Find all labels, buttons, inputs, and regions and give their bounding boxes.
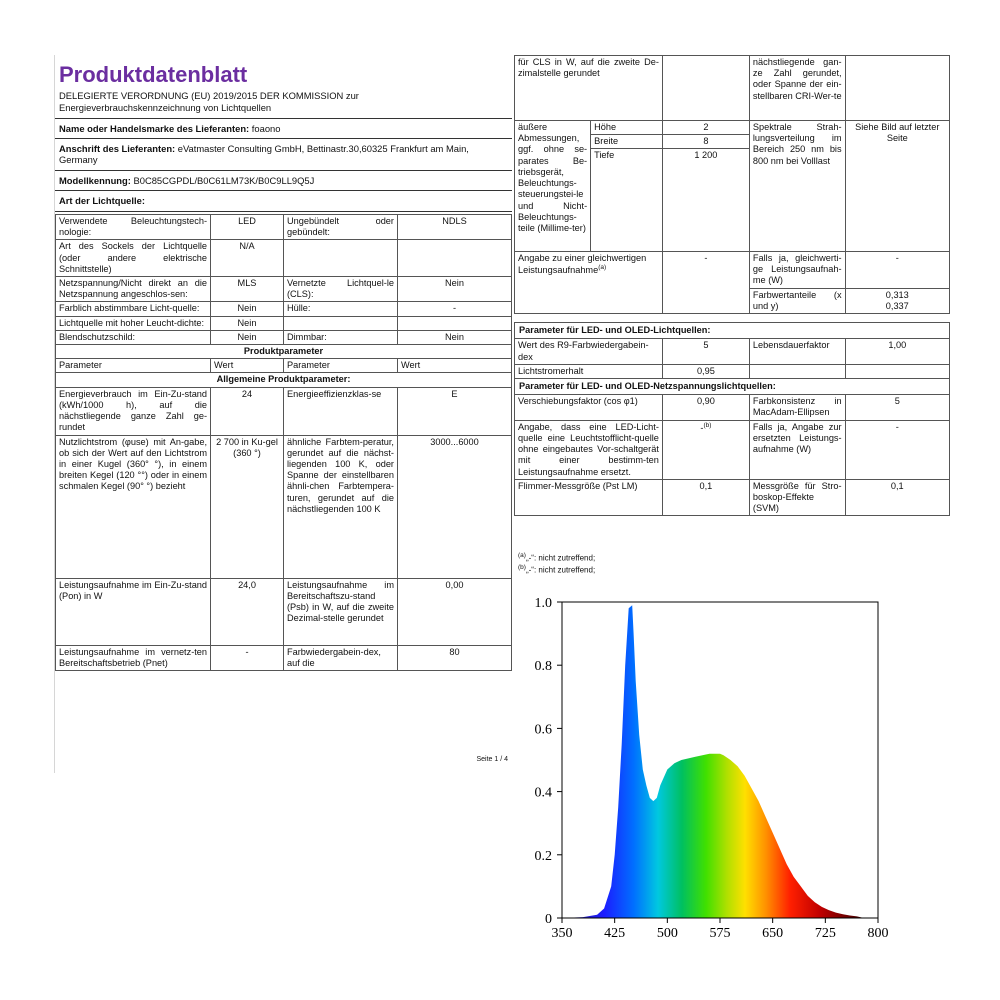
param-value	[845, 56, 949, 121]
table-row	[515, 364, 950, 378]
column-header: Wert	[397, 359, 511, 373]
param-value	[397, 316, 511, 330]
param-label: Nutzlichtstrom (φuse) mit An-gabe, ob sich der Wert auf den Lichtstrom in einer Kugel (360° °), in einem breiten Kegel (120 °°) oder in einem schmalen Kegel (90° °) bezieht	[56, 435, 211, 578]
param-value: 3000...6000	[397, 435, 511, 578]
param-value: -	[662, 252, 749, 314]
chroma-y: 0,337	[885, 300, 909, 311]
param-value: NDLS	[397, 214, 511, 239]
param-value: -	[845, 252, 949, 289]
model-label: Modellkennung:	[59, 174, 131, 186]
address-value: eVatmaster Consulting GmbH, Bettinastr.30,60325 Frankfurt am Main, Germany	[59, 142, 469, 166]
param-label: Energieverbrauch im Ein-Zu-stand (kWh/1000 h), auf die nächstliegende ganze Zahl ge-rundet	[56, 387, 211, 435]
footnote-a	[518, 552, 938, 564]
param-label	[283, 240, 397, 277]
column-header: Parameter	[283, 359, 397, 373]
param-value: Nein	[211, 330, 284, 344]
param-value: 24,0	[211, 578, 284, 645]
param-label: Verschiebungsfaktor (cos φ1)	[515, 395, 663, 420]
param-value: 5	[662, 339, 749, 364]
table-row	[515, 339, 950, 364]
param-value: N/A	[211, 240, 284, 277]
source-type-row	[55, 190, 512, 211]
param-label: Messgröße für Stro-boskop-Effekte (SVM)	[749, 479, 845, 516]
footnote-mark: (b)	[703, 421, 712, 429]
param-value: 0,95	[662, 364, 749, 378]
x-tick-label: 650	[762, 926, 784, 941]
supplier-value: foaono	[251, 122, 281, 134]
dimensions-table	[514, 55, 950, 516]
table-row	[56, 345, 512, 359]
param-label: Vernetzte Lichtquel-le (CLS):	[283, 276, 397, 301]
param-label: Netzspannung/Nicht direkt an die Netzspannung angeschlos-sen:	[56, 276, 211, 301]
param-label: Farbwiedergabein-dex, auf die	[283, 645, 397, 670]
dimension-value: 1 200	[662, 149, 749, 252]
dimension-name: Höhe	[591, 121, 663, 135]
supplier-row	[55, 118, 512, 138]
footnote-mark: (b)	[518, 564, 526, 572]
address-row	[55, 138, 512, 170]
table-row	[56, 316, 512, 330]
table-row	[56, 578, 512, 645]
equivalent-power-label	[515, 252, 663, 314]
chromaticity-values	[845, 288, 949, 313]
param-label: Farbkonsistenz in MacAdam-Ellipsen	[749, 395, 845, 420]
param-label: Farbwertanteile (x und y)	[749, 288, 845, 313]
table-row	[56, 645, 512, 670]
param-label: Lebensdauerfaktor	[749, 339, 845, 364]
footnote-text: „-“: nicht zutreffend;	[525, 566, 596, 576]
param-value: 0,1	[845, 479, 949, 516]
page-number: Seite 1 / 4	[476, 756, 508, 764]
param-label: Ungebündelt oder gebündelt:	[283, 214, 397, 239]
column-header: Wert	[211, 359, 284, 373]
dimension-name: Breite	[591, 135, 663, 149]
dimension-value: 2	[662, 121, 749, 135]
y-tick-label: 1.0	[534, 596, 552, 611]
table-row	[56, 240, 512, 277]
y-tick-label: 0	[545, 912, 552, 927]
param-value: 2 700 in Ku-gel (360 °)	[211, 435, 284, 578]
page-title: Produktdatenblatt	[59, 62, 248, 87]
table-row	[515, 252, 950, 289]
param-label	[749, 364, 845, 378]
x-tick-label: 425	[604, 926, 626, 941]
spectrum-svg	[520, 590, 900, 950]
param-label: Farblich abstimmbare Licht-quelle:	[56, 302, 211, 316]
param-label: ähnliche Farbtem-peratur, gerundet auf die nächst-liegenden 100 K, oder Spanne der einstellbaren ähnli-chen Farbtempera-turen, gerundet auf die nächstliegenden 100 K	[283, 435, 397, 578]
y-tick-label: 0.8	[534, 659, 552, 675]
param-label: nächstliegende gan-ze Zahl gerundet, oder Spanne der ein-stellbaren CRI-Wer-te	[749, 56, 845, 121]
param-value: E	[397, 387, 511, 435]
spectrum-area	[562, 605, 864, 918]
param-label: Art des Sockels der Lichtquelle (oder andere elektrische Schnittstelle)	[56, 240, 211, 277]
spectrum-chart	[520, 590, 900, 950]
general-params-heading: Allgemeine Produktparameter:	[56, 373, 512, 387]
param-label	[283, 316, 397, 330]
table-row	[515, 378, 950, 394]
table-row	[56, 435, 512, 578]
dimensions-label: äußere Abmessungen, ggf. ohne se-parates Be-triebsgerät, Beleuchtungs-steuerungstei-le und Nicht-Beleuchtungs-teile (Millime-ter)	[515, 121, 591, 252]
param-label: Lichtstromerhalt	[515, 364, 663, 378]
param-value: Nein	[397, 276, 511, 301]
x-tick-label: 725	[814, 926, 836, 941]
param-label: Dimmbar:	[283, 330, 397, 344]
datasheet-page-2	[514, 55, 950, 593]
param-value: 5	[845, 395, 949, 420]
param-label: Leistungsaufnahme im Bereitschaftszu-stand (Psb) in W, auf die zweite Dezimal-stelle gerundet	[283, 578, 397, 645]
datasheet-page-1	[54, 55, 512, 773]
table-row	[56, 214, 512, 239]
param-label: Verwendete Beleuchtungstech-nologie:	[56, 214, 211, 239]
footnote-mark: (a)	[518, 552, 526, 559]
y-tick-label: 0.2	[534, 848, 552, 864]
table-row	[56, 330, 512, 344]
param-label: Leistungsaufnahme im Ein-Zu-stand (Pon) in W	[56, 578, 211, 645]
param-value	[397, 240, 511, 277]
chroma-x: 0,313	[885, 289, 909, 300]
param-label: Falls ja, gleichwerti-ge Leistungsaufnah-me (W)	[749, 252, 845, 289]
y-tick-label: 0.4	[534, 785, 552, 801]
table-row	[56, 387, 512, 435]
model-value: B0C85CGPDL/B0C61LM73K/B0C9LL9Q5J	[133, 174, 315, 186]
footnote-mark: (a)	[598, 264, 607, 272]
param-value: 24	[211, 387, 284, 435]
param-label: Falls ja, Angabe zur ersetzten Leistungs-aufnahme (W)	[749, 420, 845, 479]
table-row	[515, 420, 950, 479]
model-row	[55, 170, 512, 190]
param-label: Blendschutzschild:	[56, 330, 211, 344]
x-tick-label: 500	[656, 926, 678, 941]
regulation-text: DELEGIERTE VERORDNUNG (EU) 2019/2015 DER KOMMISSION zur Energieverbrauchskennzeichnung von Lichtquellen	[59, 90, 359, 113]
spacer	[515, 314, 950, 323]
param-label: Flimmer-Messgröße (Pst LM)	[515, 479, 663, 516]
spectral-label: Spektrale Strah-lungsverteilung im Bereich 250 nm bis 800 nm bei Volllast	[749, 121, 845, 252]
table-row	[56, 359, 512, 373]
mains-params-heading: Parameter für LED- und OLED-Netzspannungslichtquellen:	[515, 378, 950, 394]
param-value: -	[397, 302, 511, 316]
param-label: Hülle:	[283, 302, 397, 316]
param-value: LED	[211, 214, 284, 239]
replace-value: -	[700, 422, 704, 433]
table-row	[515, 314, 950, 323]
column-header: Parameter	[56, 359, 211, 373]
param-value: Nein	[211, 302, 284, 316]
table-row	[515, 323, 950, 339]
led-params-heading: Parameter für LED- und OLED-Lichtquellen:	[515, 323, 950, 339]
param-value: MLS	[211, 276, 284, 301]
x-tick-label: 575	[709, 926, 731, 941]
supplier-label: Name oder Handelsmarke des Lieferanten:	[59, 122, 250, 134]
footnotes	[518, 552, 938, 577]
footnote-b	[518, 564, 938, 576]
x-tick-label: 800	[867, 926, 889, 941]
param-value: 1,00	[845, 339, 949, 364]
param-value: -	[845, 420, 949, 479]
table-row	[515, 395, 950, 420]
param-value: 0,1	[662, 479, 749, 516]
table-row	[56, 302, 512, 316]
param-label: für CLS in W, auf die zweite De-zimalstelle gerundet	[515, 56, 663, 121]
param-value	[845, 364, 949, 378]
source-type-label: Art der Lichtquelle:	[59, 195, 145, 207]
param-value: 80	[397, 645, 511, 670]
table-row	[56, 373, 512, 387]
param-value: 0,90	[662, 395, 749, 420]
light-source-table	[55, 214, 512, 671]
product-params-heading: Produktparameter	[56, 345, 512, 359]
address-label: Anschrift des Lieferanten:	[59, 142, 176, 154]
footnote-text: „-“: nicht zutreffend;	[525, 553, 596, 563]
param-value: Nein	[211, 316, 284, 330]
y-tick-label: 0.6	[534, 722, 552, 738]
dimension-value: 8	[662, 135, 749, 149]
table-row	[515, 56, 950, 121]
x-tick-label: 350	[551, 926, 573, 941]
table-row	[515, 121, 950, 135]
table-row	[515, 479, 950, 516]
param-value: 0,00	[397, 578, 511, 645]
table-row	[56, 276, 512, 301]
param-label: Leistungsaufnahme im vernetz-ten Bereitschaftsbetrieb (Pnet)	[56, 645, 211, 670]
param-value: -	[211, 645, 284, 670]
dimension-name: Tiefe	[591, 149, 663, 252]
param-label: Lichtquelle mit hoher Leucht-dichte:	[56, 316, 211, 330]
spectral-value: Siehe Bild auf letzter Seite	[845, 121, 949, 252]
param-value	[662, 56, 749, 121]
param-value	[662, 420, 749, 479]
param-value: Nein	[397, 330, 511, 344]
param-label: Angabe, dass eine LED-Licht-quelle eine Leuchtstofflicht-quelle ohne eingebautes Vor-schaltgerät mit einer bestimm-ten Leistungsaufnahme ersetzt.	[515, 420, 663, 479]
equivalent-power-text: Angabe zu einer gleichwertigen Leistungsaufnahme	[518, 253, 647, 276]
param-label: Wert des R9-Farbwiedergabein-dex	[515, 339, 663, 364]
param-label: Energieeffizienzklas-se	[283, 387, 397, 435]
